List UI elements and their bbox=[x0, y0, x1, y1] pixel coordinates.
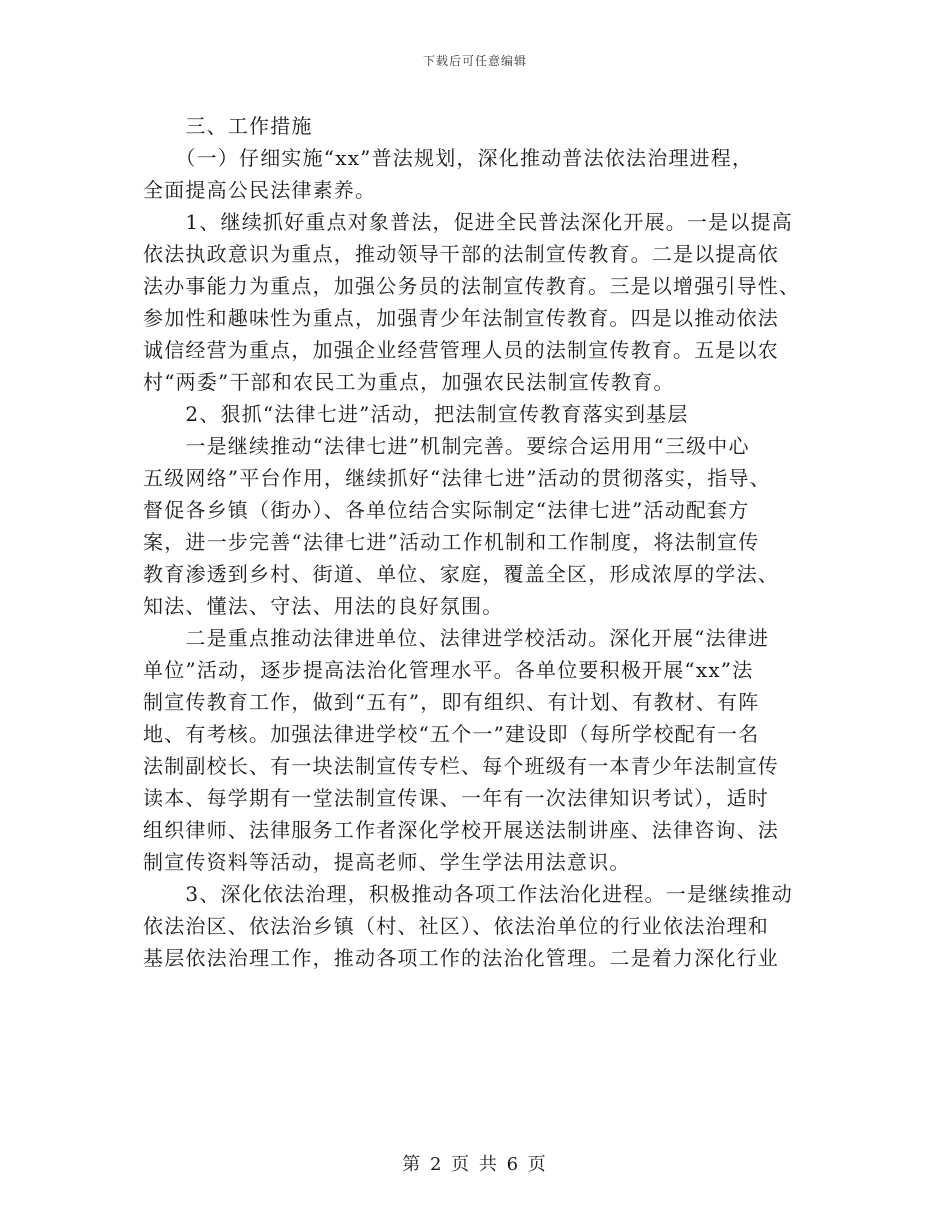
page-number-footer: 第 2 页 共 6 页 bbox=[402, 1154, 548, 1175]
body-line: 五级网络”平台作用，继续抓好“法律七进”活动的贯彻落实，指导、 bbox=[143, 466, 771, 490]
body-line: 单位”活动，逐步提高法治化管理水平。各单位要积极开展“xx”法 bbox=[143, 658, 754, 682]
body-line: 诚信经营为重点，加强企业经营管理人员的法制宣传教育。五是以农 bbox=[143, 338, 779, 362]
body-line: 全面提高公民法律素养。 bbox=[143, 178, 377, 202]
body-line: 参加性和趣味性为重点，加强青少年法制宣传教育。四是以推动依法 bbox=[143, 306, 779, 330]
body-line: 知法、懂法、守法、用法的良好氛围。 bbox=[143, 594, 504, 618]
body-line: 3、深化依法治理，积极推动各项工作法治化进程。一是继续推动 bbox=[143, 882, 793, 906]
body-line: 地、有考核。加强法律进学校“五个一”建设即（每所学校配有一名 bbox=[143, 722, 760, 746]
body-line: （一）仔细实施“xx”普法规划，深化推动普法依法治理进程， bbox=[143, 146, 754, 170]
body-line: 1、继续抓好重点对象普法，促进全民普法深化开展。一是以提高 bbox=[143, 210, 793, 234]
header-note: 下载后可任意编辑 bbox=[422, 54, 527, 68]
body-line: 二是重点推动法律进单位、法律进学校活动。深化开展“法律进 bbox=[143, 626, 770, 650]
body-line: 依法治区、依法治乡镇（村、社区）、依法治单位的行业依法治理和 bbox=[143, 914, 769, 938]
body-line: 督促各乡镇（街办）、各单位结合实际制定“法律七进”活动配套方 bbox=[143, 498, 750, 522]
body-line: 读本、每学期有一堂法制宣传课、一年有一次法律知识考试），适时 bbox=[143, 786, 769, 810]
body-line: 2、狠抓“法律七进”活动，把法制宣传教育落实到基层 bbox=[143, 402, 689, 426]
body-line: 组织律师、法律服务工作者深化学校开展送法制讲座、法律咨询、法 bbox=[143, 818, 779, 842]
body-line: 依法执政意识为重点，推动领导干部的法制宣传教育。二是以提高依 bbox=[143, 242, 779, 266]
body-line: 案，进一步完善“法律七进”活动工作机制和工作制度，将法制宣传 bbox=[143, 530, 760, 554]
body-line: 一是继续推动“法律七进”机制完善。要综合运用用“三级中心 bbox=[143, 434, 750, 458]
document-body bbox=[143, 110, 807, 974]
body-line: 制宣传教育工作，做到“五有”，即有组织、有计划、有教材、有阵 bbox=[143, 690, 760, 714]
body-line: 三、工作措施 bbox=[143, 114, 313, 138]
body-line: 法制副校长、有一块法制宣传专栏、每个班级有一本青少年法制宣传 bbox=[143, 754, 779, 778]
body-line: 制宣传资料等活动，提高老师、学生学法用法意识。 bbox=[143, 850, 631, 874]
body-line: 基层依法治理工作，推动各项工作的法治化管理。二是着力深化行业 bbox=[143, 946, 779, 970]
body-line: 法办事能力为重点，加强公务员的法制宣传教育。三是以增强引导性、 bbox=[143, 274, 801, 298]
body-line: 村“两委”干部和农民工为重点，加强农民法制宣传教育。 bbox=[143, 370, 675, 394]
body-line: 教育渗透到乡村、街道、单位、家庭，覆盖全区，形成浓厚的学法、 bbox=[143, 562, 779, 586]
